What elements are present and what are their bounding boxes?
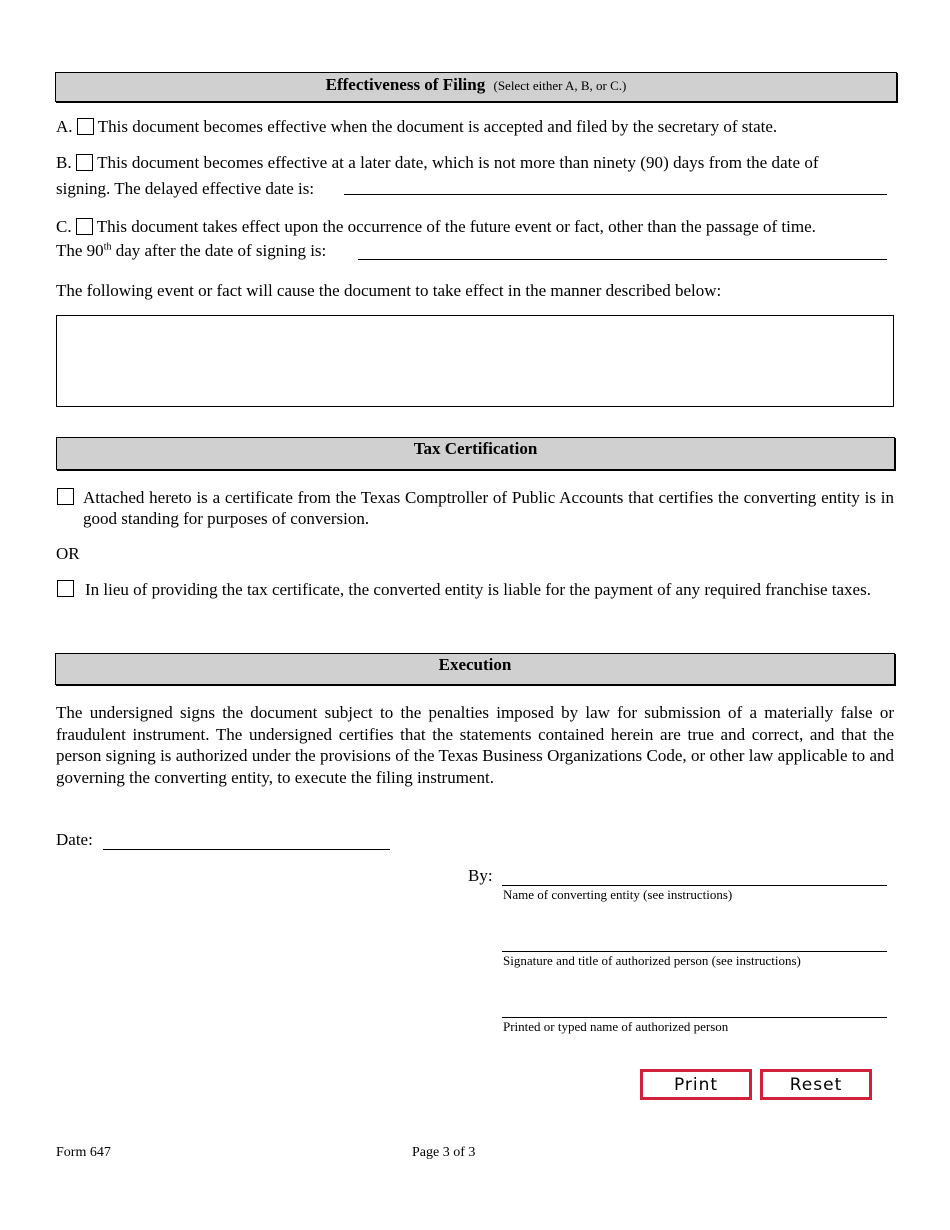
execution-heading-bar [55,653,895,685]
tax-heading-bar [56,437,895,470]
printed-name-field[interactable] [502,1017,887,1018]
execution-paragraph: The undersigned signs the document subject to the penalties imposed by law for submission of a materially false or fraudulent instrument. The undersigned certifies that the statements contained herein are true and correct, and that the person signing is authorized under the provisions of the Texas Business Organizations Code, or other law applicable to and governing the converting entity, to execute the filing instrument. [56,703,894,787]
converting-entity-caption: Name of converting entity (see instructions) [503,887,733,902]
option-c [56,217,898,237]
option-c-text-sup: th [103,241,112,253]
by-label: By: [468,866,493,885]
option-b-line2 [56,179,314,199]
execution-heading: Execution [438,655,512,674]
form-number: Form 647 [56,1145,111,1160]
converting-entity-field[interactable] [502,885,887,886]
tax-heading: Tax Certification [413,439,538,458]
tax-option1-checkbox[interactable] [57,488,74,505]
tax-option2-text: In lieu of providing the tax certificate, the converted entity is liable for the payment of any required franchise taxes. [85,580,871,599]
effectiveness-heading: Effectiveness of Filing [325,75,486,94]
option-c-letter: C. [56,217,72,236]
date-field[interactable] [103,849,390,850]
option-c-checkbox[interactable] [76,218,93,235]
effectiveness-subheading: (Select either A, B, or C.) [493,78,627,93]
option-b [56,153,898,173]
option-a-letter: A. [56,117,73,136]
signature-caption: Signature and title of authorized person (see instructions) [503,953,801,968]
print-button[interactable]: Print [640,1069,752,1100]
event-description-box[interactable] [56,315,894,407]
option-a-checkbox[interactable] [77,118,94,135]
page-number: Page 3 of 3 [412,1145,476,1160]
ninetieth-day-field[interactable] [358,259,887,260]
option-b-checkbox[interactable] [76,154,93,171]
option-a-text: This document becomes effective when the document is accepted and filed by the secretary of state. [97,117,778,136]
printed-name-caption: Printed or typed name of authorized person [503,1019,729,1034]
tax-option1-text: Attached hereto is a certificate from the Texas Comptroller of Public Accounts that certifies the converting entity is in good standing for purposes of conversion. [83,488,894,528]
option-b-letter: B. [56,153,72,172]
option-b-text-line2: signing. The delayed effective date is: [56,179,315,198]
option-c-text-line1: This document takes effect upon the occurrence of the future event or fact, other than the passage of time. [96,217,816,236]
or-label: OR [56,544,80,563]
option-c-text-post: day after the date of signing is: [111,241,327,260]
option-a [56,117,896,137]
option-c-text-pre: The 90 [56,241,104,260]
option-b-text-line1: This document becomes effective at a later date, which is not more than ninety (90) days from the date of [97,153,819,172]
delayed-date-field[interactable] [344,194,887,195]
effectiveness-heading-bar [55,72,897,102]
tax-option2-checkbox[interactable] [57,580,74,597]
signature-field[interactable] [502,951,887,952]
reset-button[interactable]: Reset [760,1069,872,1100]
option-c-line2 [56,241,326,261]
event-prompt: The following event or fact will cause the document to take effect in the manner described below: [56,281,722,300]
date-label: Date: [56,830,93,849]
